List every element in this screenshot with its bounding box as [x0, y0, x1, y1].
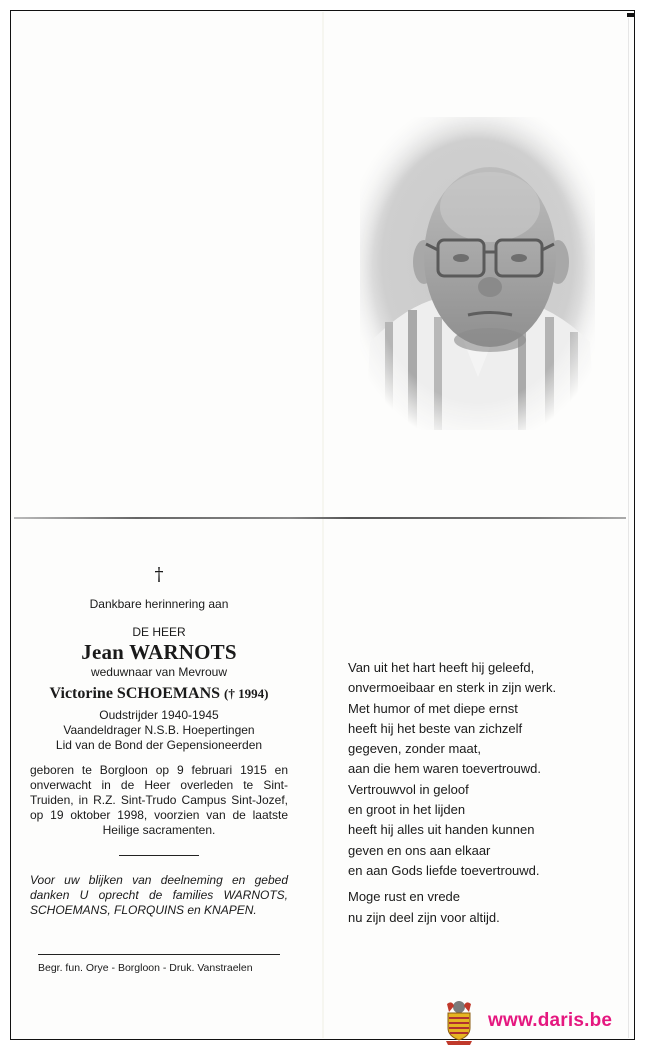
spouse-death-note: († 1994) — [224, 686, 269, 701]
poem — [348, 658, 608, 928]
divider — [119, 855, 199, 856]
poem-line: geven en ons aan elkaar — [348, 842, 491, 858]
deceased-name: Jean WARNOTS — [81, 640, 237, 664]
thanks-note: Voor uw blijken van deelneming en gebed danken U oprecht de families WARNOTS, SCHOEMANS, FLORQUINS en KNAPEN. — [30, 873, 288, 917]
printer-credit: Begr. fun. Orye - Borgloon - Druk. Vanstraelen — [38, 962, 253, 974]
poem-stanza — [348, 658, 608, 881]
horizontal-fold-line — [14, 517, 626, 519]
poem-line: en groot in het lijden — [348, 802, 466, 818]
scan-edge-line — [628, 18, 629, 1038]
poem-line: nu zijn deel zijn voor altijd. — [348, 909, 500, 925]
honor-line: Vaandeldrager N.S.B. Hoepertingen — [63, 723, 255, 737]
watermark-url: www.daris.be — [488, 1010, 613, 1031]
divider — [38, 954, 280, 955]
poem-line: Vertrouwvol in geloof — [348, 781, 469, 797]
poem-line: heeft hij alles uit handen kunnen — [348, 822, 535, 838]
widower-line: weduwnaar van Mevrouw — [90, 665, 228, 679]
spouse-line — [30, 683, 288, 705]
memory-line: Dankbare herinnering aan — [89, 597, 229, 611]
poem-line: Met humor of met diepe ernst — [348, 700, 518, 716]
poem-line: en aan Gods liefde toevertrouwd. — [348, 862, 540, 878]
honorific-title: DE HEER — [132, 625, 186, 639]
poem-line: Van uit het hart heeft hij geleefd, — [348, 660, 535, 675]
center-fold — [322, 12, 324, 1038]
honor-line: Oudstrijder 1940-1945 — [99, 708, 219, 722]
biography: geboren te Borgloon op 9 februari 1915 en onverwacht in de Heer overleden te Sint-Truiden, in R.Z. Sint-Trudo Campus Sint-Jozef, op 19 oktober 1998, voorzien van de laatste Heilige sacramenten. — [30, 763, 288, 837]
honor-line: Lid van de Bond der Gepensioneerden — [55, 738, 263, 752]
poem-line: gegeven, zonder maat, — [348, 741, 481, 757]
spouse-name: Victorine SCHOEMANS — [49, 685, 221, 702]
coat-of-arms-icon — [444, 998, 474, 1046]
poem-line: Moge rust en vrede — [348, 889, 461, 905]
portrait-photo — [350, 112, 605, 430]
scan-edge-mark — [627, 13, 634, 17]
poem-stanza — [348, 887, 608, 928]
poem-line: aan die hem waren toevertrouwd. — [348, 761, 541, 777]
cross-icon: † — [154, 564, 164, 585]
poem-line: onvermoeibaar en sterk in zijn werk. — [348, 680, 557, 696]
obituary-text — [30, 565, 288, 976]
poem-line: heeft hij het beste van zichzelf — [348, 720, 523, 736]
honors-list — [30, 708, 288, 753]
